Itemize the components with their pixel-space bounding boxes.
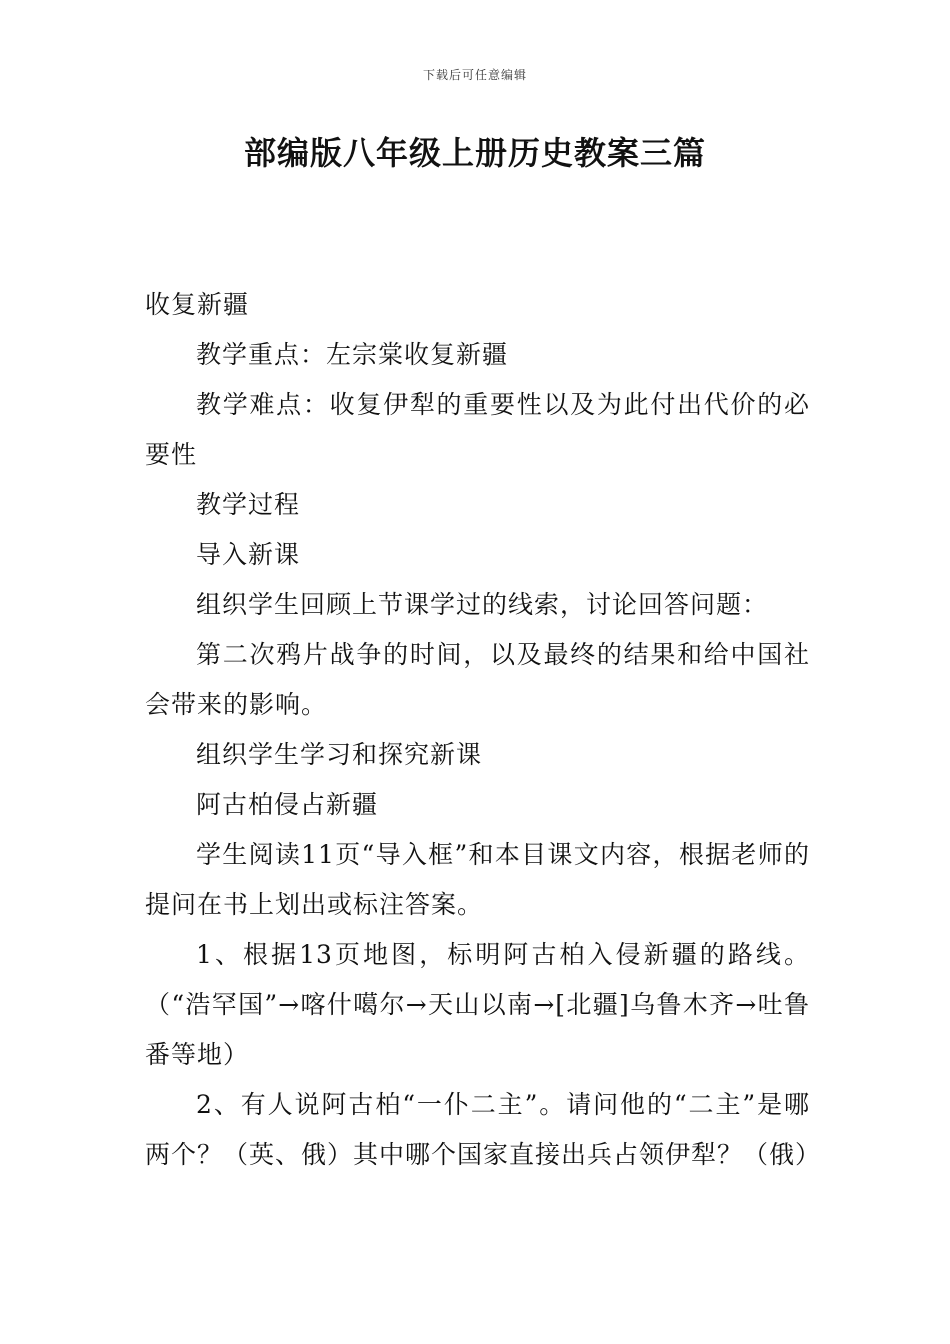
- paragraph-opium-war: 第二次鸦片战争的时间，以及最终的结果和给中国社会带来的影响。: [145, 640, 810, 719]
- section-title: 收复新疆: [145, 290, 250, 319]
- paragraph-question-2: 2、有人说阿古柏“一仆二主”。请问他的“二主”是哪两个？（英、俄）其中哪个国家直接出兵占领伊犁？（俄）: [145, 1090, 822, 1169]
- paragraph-reading-task: 学生阅读11页“导入框”和本目课文内容，根据老师的提问在书上划出或标注答案。: [145, 840, 810, 919]
- paragraph-subheading: 阿古柏侵占新疆: [196, 790, 379, 819]
- paragraph-explore: 组织学生学习和探究新课: [196, 740, 483, 769]
- paragraph-review: 组织学生回顾上节课学过的线索，讨论回答问题：: [196, 590, 769, 619]
- page-header-note: 下载后可任意编辑: [422, 68, 527, 82]
- paragraph-teaching-process: 教学过程: [196, 490, 301, 519]
- paragraph-key-point: 教学重点：左宗棠收复新疆: [196, 340, 509, 369]
- paragraph-difficult-point: 教学难点：收复伊犁的重要性以及为此付出代价的必要性: [145, 390, 810, 469]
- document-body: [145, 280, 822, 1180]
- document-title: 部编版八年级上册历史教案三篇: [243, 134, 706, 172]
- paragraph-question-1: 1、根据13页地图，标明阿古柏入侵新疆的路线。（“浩罕国”→喀什噶尔→天山以南→[北疆]乌鲁木齐→吐鲁番等地）: [145, 940, 810, 1069]
- paragraph-introduction: 导入新课: [196, 540, 301, 569]
